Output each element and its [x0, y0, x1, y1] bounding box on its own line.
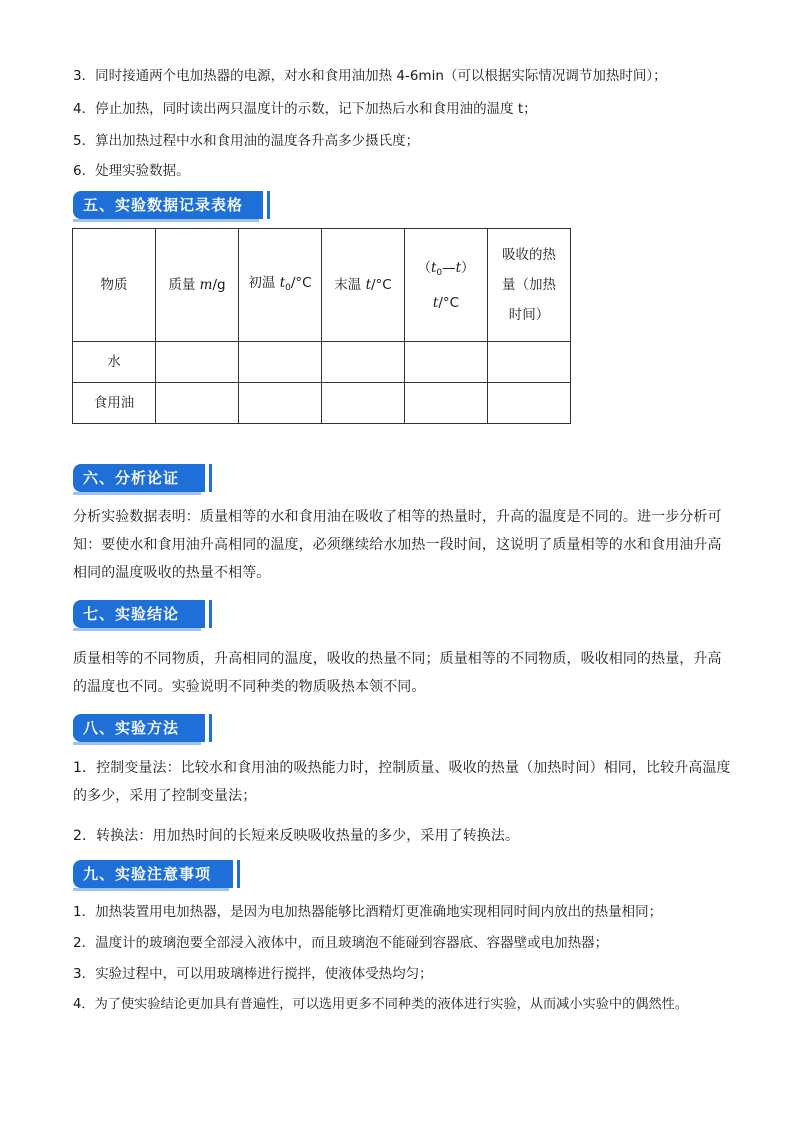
step-4: 4．停止加热，同时读出两只温度计的示数，记下加热后水和食用油的温度 t；	[73, 101, 537, 117]
row-label-oil: 食用油	[73, 383, 156, 424]
section-heading-7: 七、实验结论	[73, 600, 201, 628]
section-heading-6: 六、分析论证	[73, 464, 201, 492]
note-item-3: 3．实验过程中，可以用玻璃棒进行搅拌，使液体受热均匀；	[73, 966, 433, 982]
note-item-4: 4．为了使实验结论更加具有普遍性，可以选用更多不同种类的液体进行实验，从而减小实验中的偶然性。	[73, 997, 689, 1012]
row-label-water: 水	[73, 342, 156, 383]
header-substance: 物质	[73, 229, 156, 342]
table-cell	[239, 383, 322, 424]
table-cell	[156, 342, 239, 383]
header-heat-absorbed: 吸收的热 量（加热 时间）	[488, 229, 571, 342]
header-initial-temp: 初温 $t_0/^\circ C$	[239, 229, 322, 342]
table-cell	[488, 383, 571, 424]
data-record-table	[72, 228, 571, 424]
step-3: 3．同时接通两个电加热器的电源，对水和食用油加热 4-6min（可以根据实际情况调节加热时间）；	[73, 68, 667, 84]
table-cell	[322, 383, 405, 424]
table-cell	[488, 342, 571, 383]
note-item-2: 2．温度计的玻璃泡要全部浸入液体中，而且玻璃泡不能碰到容器底、容器壁或电加热器；	[73, 935, 609, 951]
note-item-1: 1．加热装置用电加热器，是因为电加热器能够比酒精灯更准确地实现相同时间内放出的热量相同；	[73, 904, 663, 920]
conclusion-paragraph: 质量相等的不同物质，升高相同的温度，吸收的热量不同；质量相等的不同物质，吸收相同的热量，升高的温度也不同。实验说明不同种类的物质吸热本领不同。	[73, 651, 722, 695]
method-item-2: 2．转换法：用加热时间的长短来反映吸收热量的多少，采用了转换法。	[73, 828, 520, 844]
section-heading-8: 八、实验方法	[73, 714, 201, 742]
table-cell	[405, 383, 488, 424]
step-6: 6．处理实验数据。	[73, 163, 190, 179]
method-item-1: 1．控制变量法：比较水和食用油的吸热能力时，控制质量、吸收的热量（加热时间）相同，比较升高温度的多少，采用了控制变量法；	[73, 760, 731, 804]
header-mass: 质量 m/g	[156, 229, 239, 342]
table-cell	[405, 342, 488, 383]
table-cell	[322, 342, 405, 383]
header-temp-change: $(t_0—t)$ t/°C	[405, 229, 488, 342]
table-cell	[239, 342, 322, 383]
section-heading-5: 五、实验数据记录表格	[73, 191, 259, 219]
header-final-temp: 末温 t/°C	[322, 229, 405, 342]
table-cell	[156, 383, 239, 424]
section-heading-9: 九、实验注意事项	[73, 860, 229, 888]
table-row	[73, 342, 571, 383]
step-5: 5．算出加热过程中水和食用油的温度各升高多少摄氏度；	[73, 133, 420, 149]
table-row	[73, 383, 571, 424]
analysis-paragraph: 分析实验数据表明：质量相等的水和食用油在吸收了相等的热量时，升高的温度是不同的。进一步分析可知：要使水和食用油升高相同的温度，必须继续给水加热一段时间，这说明了质量相等的水和食用油升高相同的温度吸收的热量不相等。	[73, 509, 722, 581]
